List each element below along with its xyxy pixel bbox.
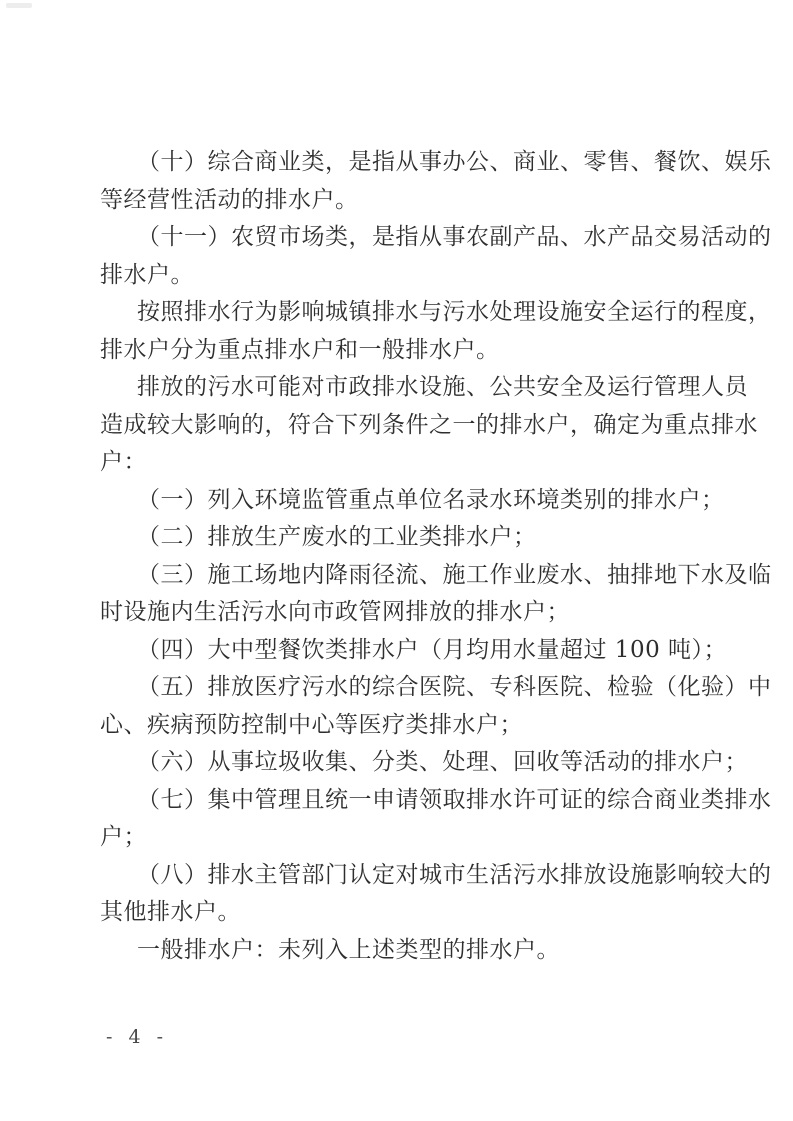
- scan-smudge-artifact: [6, 3, 32, 8]
- document-line: （八）排水主管部门认定对城市生活污水排放设施影响较大的: [137, 861, 772, 888]
- document-line: （六）从事垃圾收集、分类、处理、回收等活动的排水户；: [137, 749, 748, 775]
- document-line: （四）大中型餐饮类排水户（月均用水量超过 100 吨）；: [137, 636, 728, 663]
- document-line: （二）排放生产废水的工业类排水户；: [137, 524, 537, 550]
- document-line: （五）排放医疗污水的综合医院、专科医院、检验（化验）中: [137, 674, 772, 700]
- document-line: （十）综合商业类，是指从事办公、商业、零售、餐饮、娱乐: [137, 149, 772, 175]
- document-body: [100, 144, 772, 969]
- document-line: （十一）农贸市场类，是指从事农副产品、水产品交易活动的: [137, 224, 772, 250]
- document-line: （七）集中管理且统一申请领取排水许可证的综合商业类排水: [137, 786, 772, 813]
- document-line: 排水户分为重点排水户和一般排水户。: [100, 336, 500, 363]
- document-line: 排水户。: [100, 261, 194, 288]
- document-line: 时设施内生活污水向市政管网排放的排水户；: [100, 599, 570, 625]
- document-line: 户；: [100, 824, 147, 850]
- document-line: 按照排水行为影响城镇排水与污水处理设施安全运行的程度，: [137, 299, 772, 325]
- document-line: 排放的污水可能对市政排水设施、公共安全及运行管理人员: [137, 374, 748, 400]
- document-line: （一）列入环境监管重点单位名录水环境类别的排水户；: [137, 486, 725, 513]
- document-line: （三）施工场地内降雨径流、施工作业废水、抽排地下水及临: [137, 561, 772, 588]
- page-number: - 4 -: [106, 1026, 169, 1048]
- document-line: 一般排水户：未列入上述类型的排水户。: [137, 936, 560, 963]
- document-line: 造成较大影响的，符合下列条件之一的排水户，确定为重点排水: [100, 411, 758, 438]
- document-line: 其他排水户。: [100, 899, 241, 925]
- document-line: 户：: [100, 449, 147, 475]
- document-line: 等经营性活动的排水户。: [100, 186, 359, 213]
- document-line: 心、疾病预防控制中心等医疗类排水户；: [100, 711, 523, 738]
